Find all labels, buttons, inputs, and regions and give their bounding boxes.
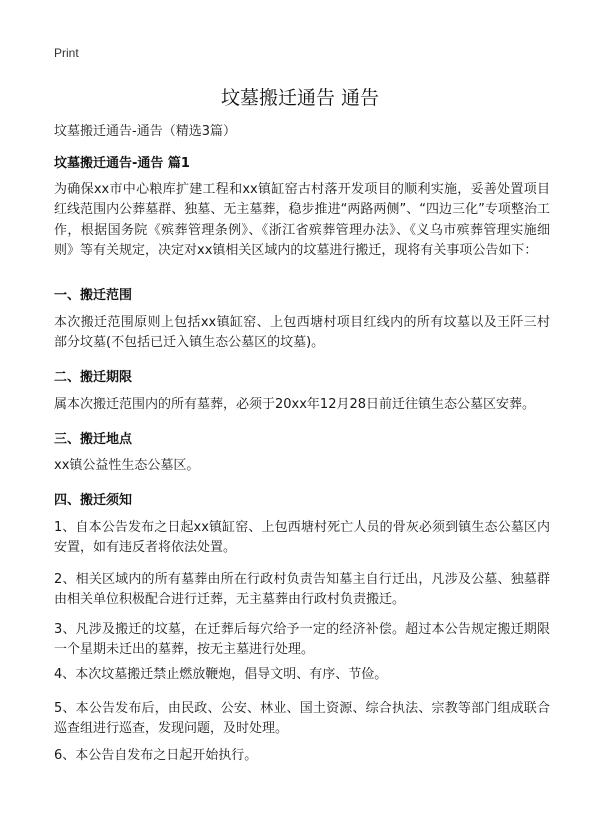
document-subtitle: 坟墓搬迁通告-通告（精选3篇） (54, 124, 236, 139)
section-heading-location: 三、搬迁地点 (54, 432, 133, 447)
section-heading-deadline: 二、搬迁期限 (54, 370, 133, 385)
section-heading-notice: 四、搬迁须知 (54, 493, 133, 508)
section-heading-scope: 一、搬迁范围 (54, 288, 133, 303)
notice-item-2: 2、相关区域内的所有墓葬由所在行政村负责告知墓主自行迁出，凡涉及公墓、独墓群由相关单位积极配合进行迁葬，无主墓葬由行政村负责搬迁。 (54, 572, 550, 608)
section-location-text: xx镇公益性生态公墓区。 (54, 458, 200, 473)
article-heading: 坟墓搬迁通告-通告 篇1 (54, 156, 190, 171)
notice-item-6: 6、本公告自发布之日起开始执行。 (54, 748, 258, 763)
page-title: 坟墓搬迁通告 通告 (220, 87, 380, 109)
notice-item-1: 1、自本公告发布之日起xx镇缸窑、上包西塘村死亡人员的骨灰必须到镇生态公墓区内安置，如有违反者将依法处置。 (54, 520, 550, 556)
notice-item-4: 4、本次坟墓搬迁禁止燃放鞭炮，倡导文明、有序、节俭。 (54, 667, 388, 682)
section-deadline-text: 属本次搬迁范围内的所有墓葬，必须于20xx年12月28日前迁往镇生态公墓区安葬。 (54, 397, 536, 412)
section-scope-text: 本次搬迁范围原则上包括xx镇缸窑、上包西塘村项目红线内的所有坟墓以及王阡三村部分坟墓(不包括已迁入镇生态公墓区的坟墓)。 (54, 315, 550, 351)
intro-paragraph: 为确保xx市中心粮库扩建工程和xx镇缸窑古村落开发项目的顺利实施，妥善处置项目红线范围内公葬墓群、独墓、无主墓葬，稳步推进“两路两侧”、“四边三化”专项整治工作，根据国务院《殡葬管理条例》、《浙江省殡葬管理办法》、《义乌市殡葬管理实施细则》等有关规定，决定对xx镇相关区域内的坟墓进行搬迁，现将有关事项公告如下： (54, 182, 550, 259)
notice-item-3: 3、凡涉及搬迁的坟墓，在迁葬后每穴给予一定的经济补偿。超过本公告规定搬迁期限一个星期未迁出的墓葬，按无主墓进行处理。 (54, 622, 550, 658)
notice-item-5: 5、本公告发布后，由民政、公安、林业、国土资源、综合执法、宗教等部门组成联合巡查组进行巡查，发现问题，及时处理。 (54, 701, 550, 737)
print-link[interactable]: Print (54, 46, 79, 60)
